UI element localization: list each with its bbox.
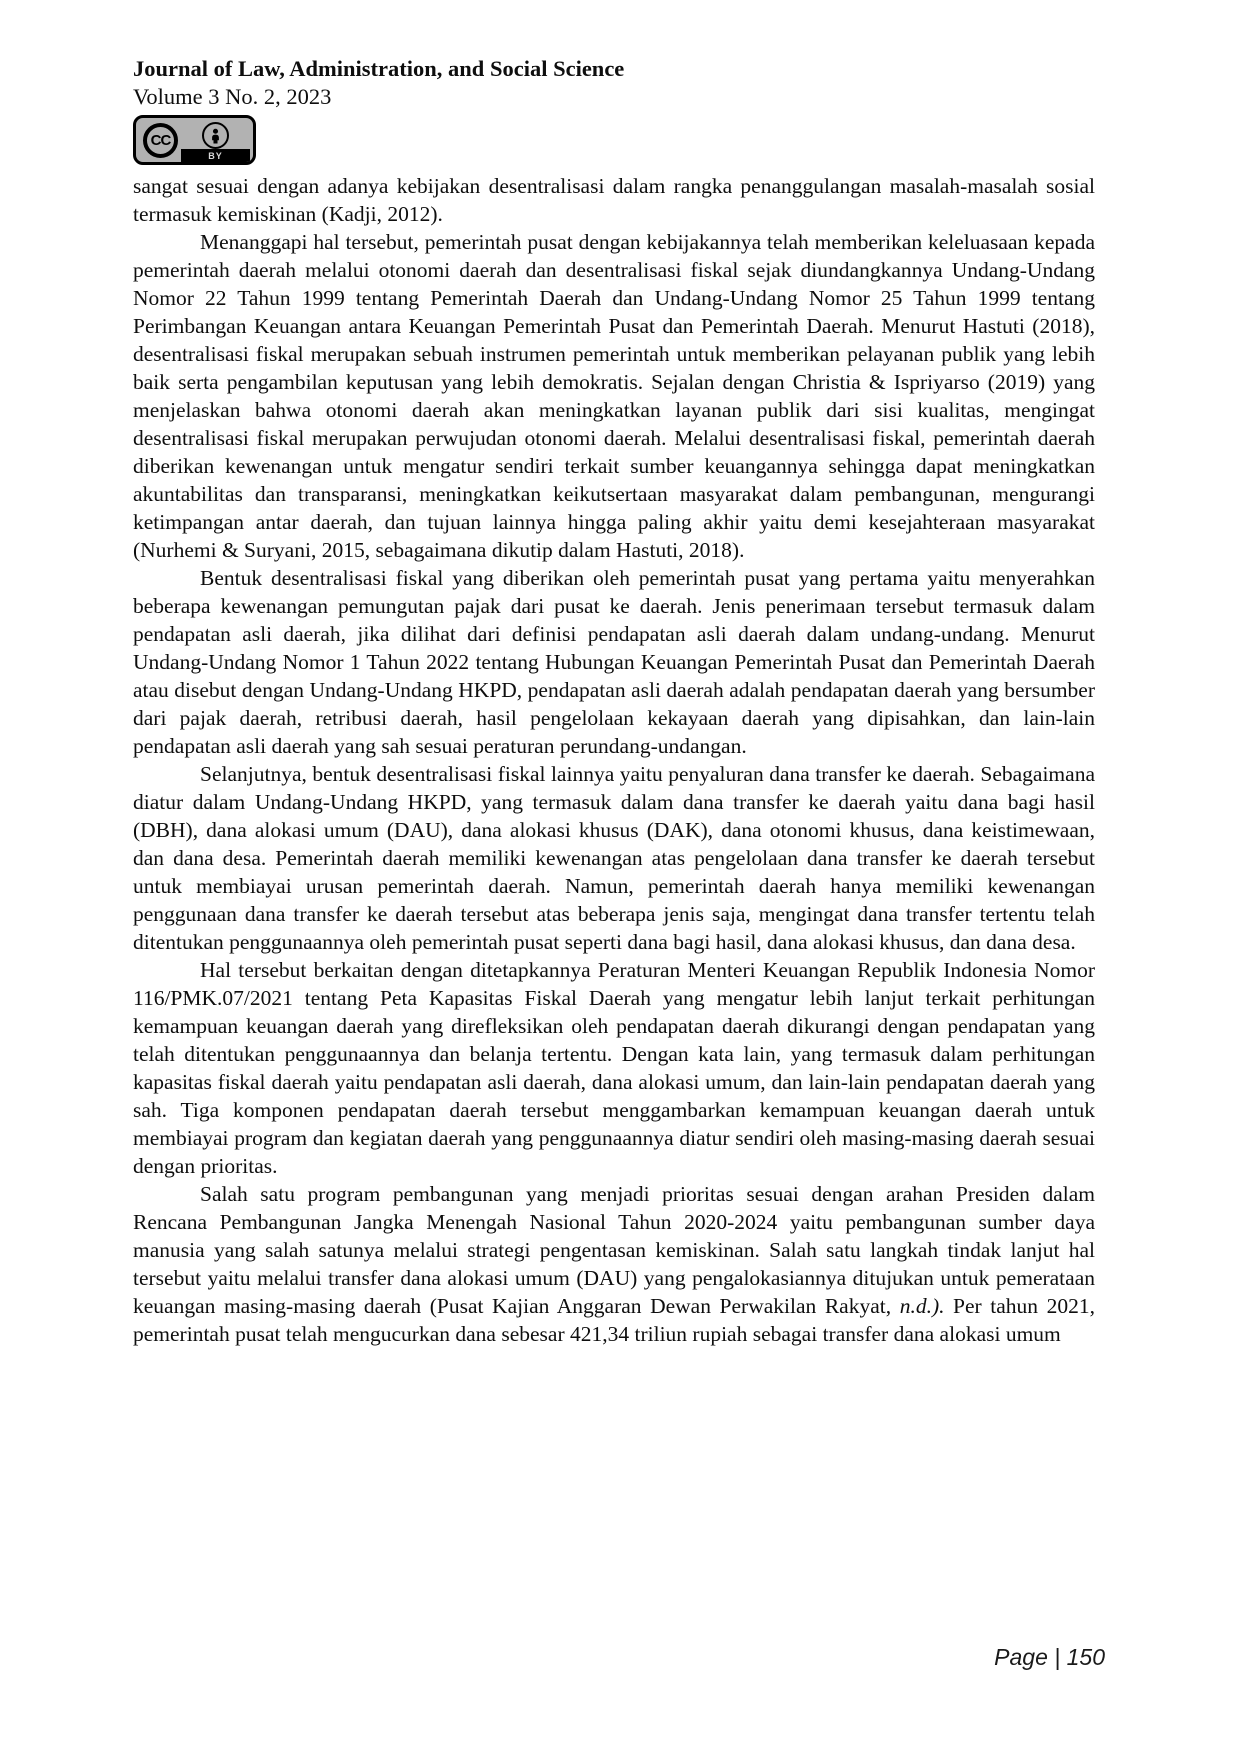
by-label: BY [181,149,250,162]
page-number-footer: Page | 150 [994,1644,1105,1670]
text-run: Menanggapi hal tersebut, pemerintah pusat dengan kebijakannya telah memberikan keleluasaan kepada pemerintah daerah melalui otonomi daerah dan desentralisasi fiskal sejak diundangkannya Undang-Undang Nomor 22 Tahun 1999 tentang Pemerintah Daerah dan Undang-Undang Nomor 25 Tahun 1999 tentang Perimbangan Keuangan antara Keuangan Pemerintah Pusat dan Pemerintah Daerah. Menurut Hastuti (2018), desentralisasi fiskal merupakan sebuah instrumen pemerintah untuk memberikan pelayanan publik yang lebih baik serta pengambilan keputusan yang lebih demokratis. Sejalan dengan Christia & Ispriyarso (2019) yang menjelaskan bahwa otonomi daerah akan meningkatkan layanan publik dari sisi kualitas, mengingat desentralisasi fiskal merupakan perwujudan otonomi daerah. Melalui desentralisasi fiskal, pemerintah daerah diberikan kewenangan untuk mengatur sendiri terkait sumber keuangannya sehingga dapat meningkatkan akuntabilitas dan transparansi, meningkatkan keikutsertaan masyarakat dalam pembangunan, mengurangi ketimpangan antar daerah, dan tujuan lainnya hingga paling akhir yaitu demi kesejahteraan masyarakat (Nurhemi & Suryani, 2015, sebagaimana dikutip dalam Hastuti, 2018). [133,230,1095,562]
article-body [133,172,1095,1348]
body-paragraph [133,228,1095,564]
volume-line: Volume 3 No. 2, 2023 [133,84,332,109]
body-paragraph [133,956,1095,1180]
citation-italic-run: n.d.). [899,1294,945,1318]
text-run: sangat sesuai dengan adanya kebijakan desentralisasi dalam rangka penanggulangan masalah-masalah sosial termasuk kemiskinan (Kadji, 2012). [133,174,1095,226]
text-run: Hal tersebut berkaitan dengan ditetapkannya Peraturan Menteri Keuangan Republik Indonesia Nomor 116/PMK.07/2021 tentang Peta Kapasitas Fiskal Daerah yang mengatur lebih lanjut terkait perhitungan kemampuan keuangan daerah yang direfleksikan oleh pendapatan daerah dikurangi dengan pendapatan yang telah ditentukan penggunaannya dan belanja tertentu. Dengan kata lain, yang termasuk dalam perhitungan kapasitas fiskal daerah yaitu pendapatan asli daerah, dana alokasi umum, dan lain-lain pendapatan daerah yang sah. Tiga komponen pendapatan daerah tersebut menggambarkan kemampuan keuangan daerah untuk membiayai program dan kegiatan daerah yang penggunaannya diatur sendiri oleh masing-masing daerah sesuai dengan prioritas. [133,958,1095,1178]
text-run: Bentuk desentralisasi fiskal yang diberikan oleh pemerintah pusat yang pertama yaitu menyerahkan beberapa kewenangan pemungutan pajak dari pusat ke daerah. Jenis penerimaan tersebut termasuk dalam pendapatan asli daerah, jika dilihat dari definisi pendapatan asli daerah dalam undang-undang. Menurut Undang-Undang Nomor 1 Tahun 2022 tentang Hubungan Keuangan Pemerintah Pusat dan Pemerintah Daerah atau disebut dengan Undang-Undang HKPD, pendapatan asli daerah adalah pendapatan daerah yang bersumber dari pajak daerah, retribusi daerah, hasil pengelolaan kekayaan daerah yang dipisahkan, dan lain-lain pendapatan asli daerah yang sah sesuai peraturan perundang-undangan. [133,566,1095,758]
body-paragraph [133,564,1095,760]
text-run: Per tahun 2021, pemerintah pusat telah mengucurkan dana sebesar 421,34 triliun rupiah sebagai transfer dana alokasi umum [133,1294,1095,1346]
body-paragraph [133,172,1095,228]
by-person-icon [202,122,229,149]
text-run: Salah satu program pembangunan yang menjadi prioritas sesuai dengan arahan Presiden dalam Rencana Pembangunan Jangka Menengah Nasional Tahun 2020-2024 yaitu pembangunan sumber daya manusia yang salah satunya melalui strategi pengentasan kemiskinan. Salah satu langkah tindak lanjut hal tersebut yaitu melalui transfer dana alokasi umum (DAU) yang pengalokasiannya ditujukan untuk pemerataan keuangan masing-masing daerah (Pusat Kajian Anggaran Dewan Perwakilan Rakyat, [133,1182,1095,1318]
text-run: Selanjutnya, bentuk desentralisasi fiskal lainnya yaitu penyaluran dana transfer ke daerah. Sebagaimana diatur dalam Undang-Undang HKPD, yang termasuk dalam dana transfer ke daerah yaitu dana bagi hasil (DBH), dana alokasi umum (DAU), dana alokasi khusus (DAK), dana otonomi khusus, dana keistimewaan, dan dana desa. Pemerintah daerah memiliki kewenangan atas pengelolaan dana transfer ke daerah tersebut untuk membiayai urusan pemerintah daerah. Namun, pemerintah daerah hanya memiliki kewenangan penggunaan dana transfer ke daerah tersebut atas beberapa jenis saja, mengingat dana transfer tertentu telah ditentukan penggunaannya oleh pemerintah pusat seperti dana bagi hasil, dana alokasi khusus, dan dana desa. [133,762,1095,954]
by-attribution-section [178,118,253,162]
cc-logo-icon: CC [143,123,178,158]
body-paragraph [133,1180,1095,1348]
cc-by-license-badge [133,115,256,165]
page-header [133,55,1095,111]
journal-title: Journal of Law, Administration, and Social Science [133,56,625,81]
body-paragraph [133,760,1095,956]
journal-page [133,55,1095,1348]
